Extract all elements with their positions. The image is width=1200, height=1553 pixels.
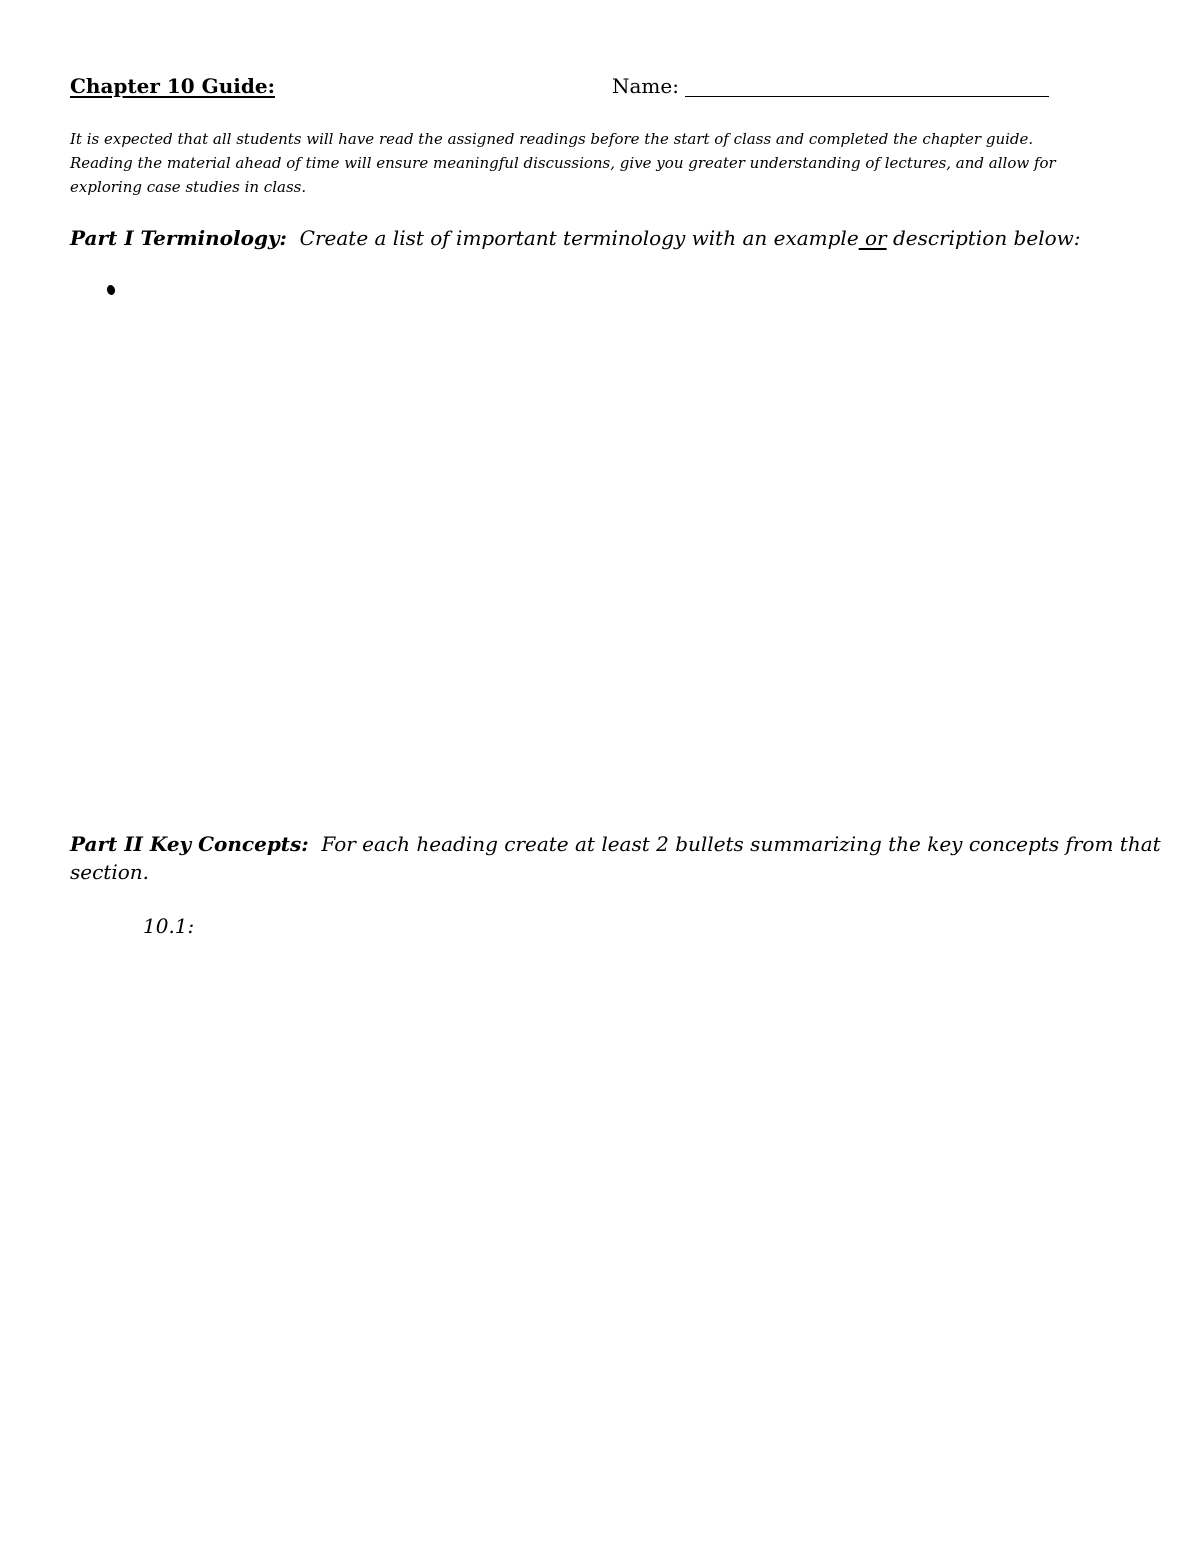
intro-line-3: exploring case studies in class. <box>70 178 307 196</box>
section-heading-10-1: 10.1: <box>143 914 195 938</box>
name-label: Name: <box>612 74 679 98</box>
name-field <box>612 73 1049 99</box>
part1-emphasis: or <box>865 226 887 250</box>
part1-instruction: Create a list of important terminology with an example <box>299 226 859 250</box>
intro-line-2: Reading the material ahead of time will ensure meaningful discussions, give you greater understanding of lectures, and allow for <box>70 154 1056 172</box>
part1-instruction-end: description below: <box>892 226 1081 250</box>
part1-label: Part I Terminology: <box>70 226 287 250</box>
name-blank-line[interactable] <box>685 95 1049 97</box>
intro-paragraph <box>70 127 1120 199</box>
part2-heading <box>70 830 1161 886</box>
part2-instruction: For each heading create at least 2 bullets summarizing the key concepts from that <box>321 832 1161 856</box>
part2-instruction-line-2: section. <box>70 860 150 884</box>
part1-heading <box>70 224 1081 252</box>
part2-line-1 <box>70 830 1161 858</box>
intro-line-1: It is expected that all students will have read the assigned readings before the start of class and completed the chapter guide. <box>70 130 1034 148</box>
bullet-icon <box>106 284 116 296</box>
page-title: Chapter 10 Guide: <box>70 74 275 98</box>
part2-label: Part II Key Concepts: <box>70 832 309 856</box>
